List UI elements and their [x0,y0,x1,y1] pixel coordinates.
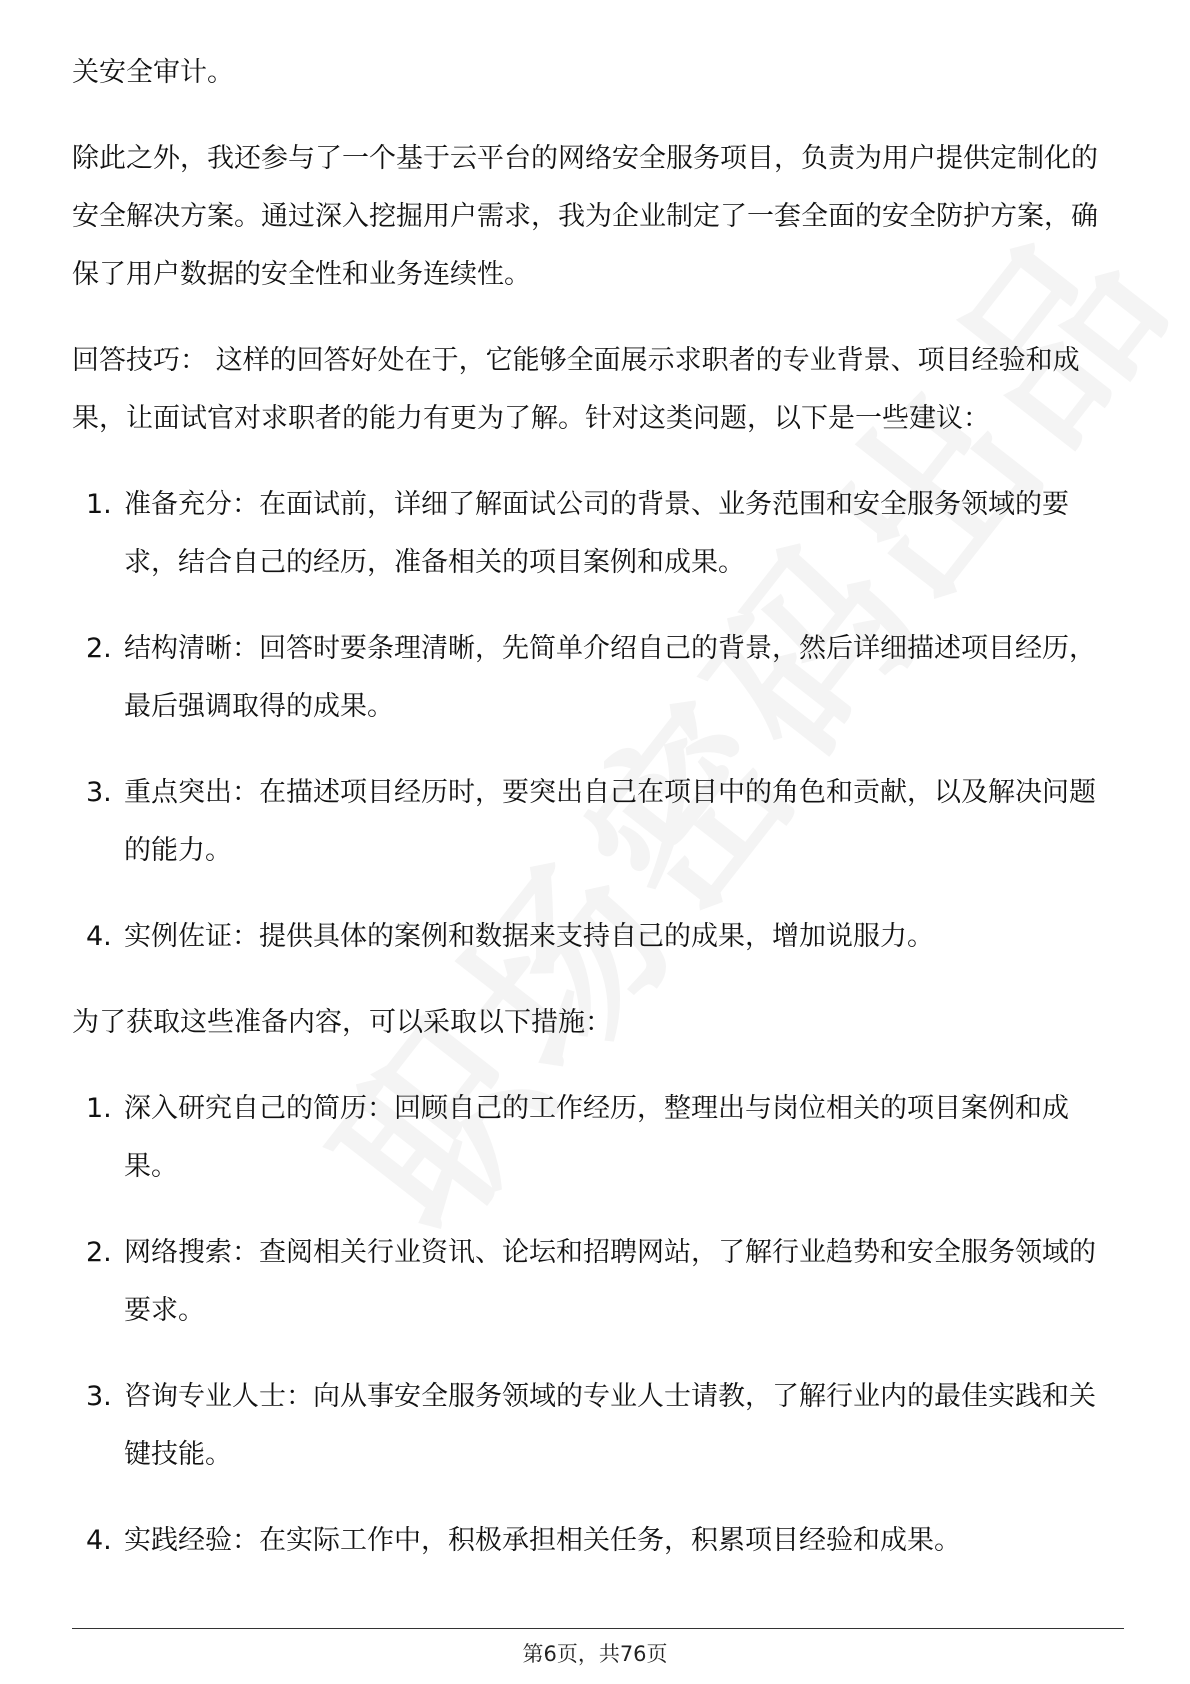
list-item-text: 实践经验：在实际工作中，积极承担相关任务，积累项目经验和成果。 [124,1525,961,1556]
list-number: 4. [86,921,112,952]
list-item [72,620,1122,736]
list-item-text: 网络搜索：查阅相关行业资讯、论坛和招聘网站，了解行业趋势和安全服务领域的要求。 [124,1237,1096,1326]
list-number: 1. [86,1093,112,1124]
list-item [72,476,1122,592]
list-item-text: 实例佐证：提供具体的案例和数据来支持自己的成果，增加说服力。 [124,921,934,952]
list-item [72,1512,1122,1570]
list-number: 3. [86,777,112,808]
measures-list [72,1080,1122,1570]
list-item-text: 咨询专业人士：向从事安全服务领域的专业人士请教，了解行业内的最佳实践和关键技能。 [124,1381,1096,1470]
paragraph-cloud-project: 除此之外，我还参与了一个基于云平台的网络安全服务项目，负责为用户提供定制化的安全解决方案。通过深入挖掘用户需求，我为企业制定了一套全面的安全防护方案，确保了用户数据的安全性和业务连续性。 [72,143,1098,290]
document-body [72,44,1122,1598]
list-number: 2. [86,633,112,664]
list-number: 3. [86,1381,112,1412]
list-item-text: 结构清晰：回答时要条理清晰，先简单介绍自己的背景，然后详细描述项目经历，最后强调取得的成果。 [124,633,1096,722]
footer-divider [72,1628,1124,1629]
paragraph-answer-tips: 回答技巧： 这样的回答好处在于，它能够全面展示求职者的专业背景、项目经验和成果，让面试官对求职者的能力有更为了解。针对这类问题，以下是一些建议： [72,345,1080,434]
list-item [72,1224,1122,1340]
paragraph-intro-tail: 关安全审计。 [72,57,234,88]
paragraph-measures-intro: 为了获取这些准备内容，可以采取以下措施： [72,1007,612,1038]
list-number: 2. [86,1237,112,1268]
list-item-text: 准备充分：在面试前，详细了解面试公司的背景、业务范围和安全服务领域的要求，结合自己的经历，准备相关的项目案例和成果。 [124,489,1069,578]
list-item [72,1368,1122,1484]
list-item [72,764,1122,880]
list-number: 1. [86,489,112,520]
list-item-text: 重点突出：在描述项目经历时，要突出自己在项目中的角色和贡献，以及解决问题的能力。 [124,777,1096,866]
list-number: 4. [86,1525,112,1556]
list-item-text: 深入研究自己的简历：回顾自己的工作经历，整理出与岗位相关的项目案例和成果。 [124,1093,1069,1182]
list-item [72,908,1122,966]
page-number: 第6页，共76页 [522,1642,668,1666]
suggestion-list [72,476,1122,966]
list-item [72,1080,1122,1196]
